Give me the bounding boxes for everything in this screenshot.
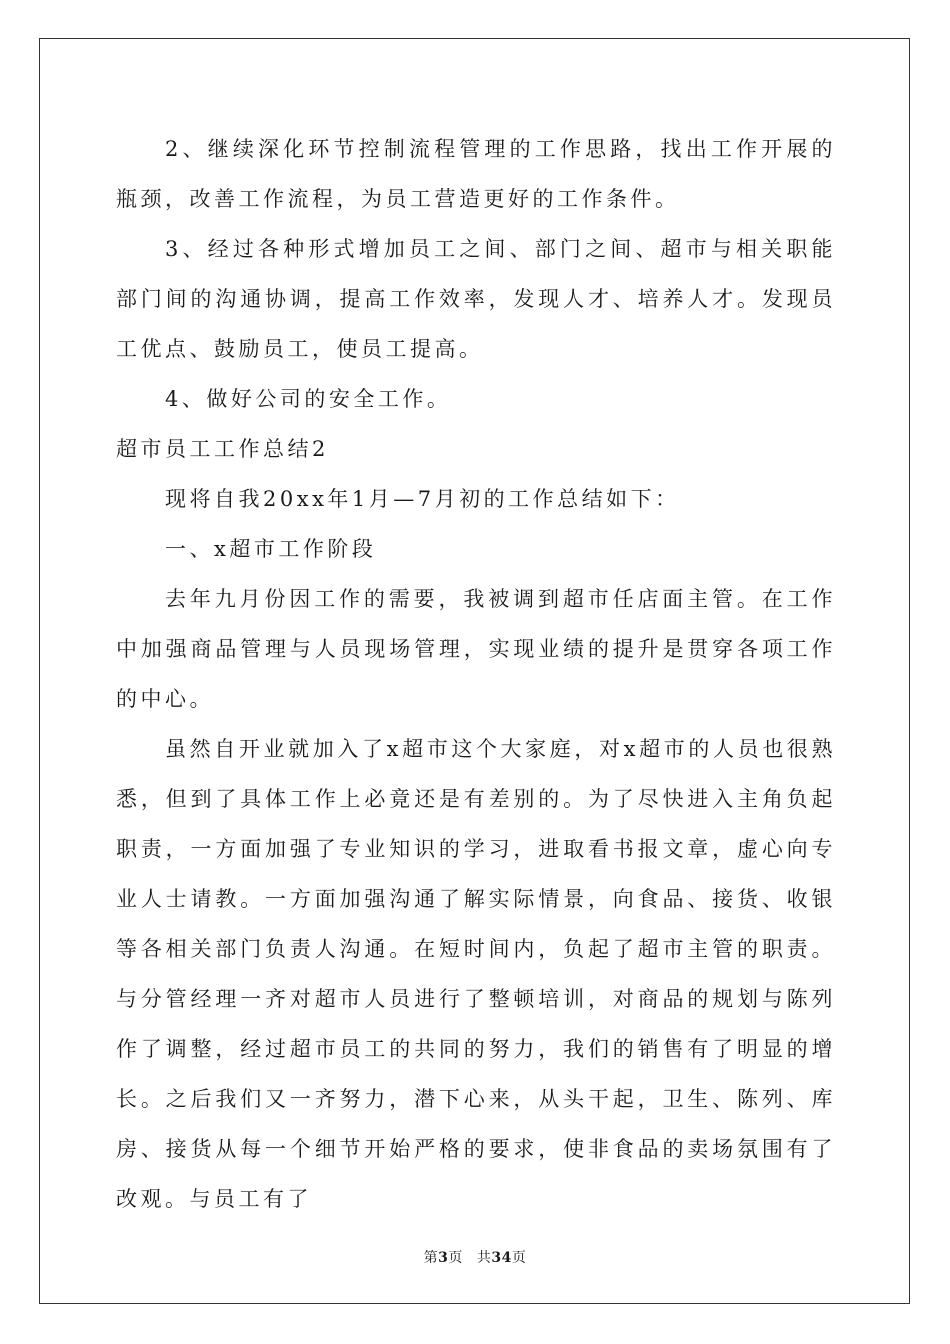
paragraph-item-2: 2、继续深化环节控制流程管理的工作思路，找出工作开展的瓶颈，改善工作流程，为员工营造更好的工作条件。: [116, 137, 836, 211]
document-body: [116, 124, 836, 1224]
paragraph-item-4: 4、做好公司的安全工作。: [165, 387, 452, 411]
footer-total-prefix: 共: [476, 1250, 492, 1266]
paragraph-body-2: 虽然自开业就加入了x超市这个大家庭，对x超市的人员也很熟悉，但到了具体工作上必竟还是有差别的。为了尽快进入主角负起职责，一方面加强了专业知识的学习，进取看书报文章，虚心向专业人士请教。一方面加强沟通了解实际情景，向食品、接货、收银等各相关部门负责人沟通。在短时间内，负起了超市主管的职责。与分管经理一齐对超市人员进行了整顿培训，对商品的规划与陈列作了调整，经过超市员工的共同的努力，我们的销售有了明显的增长。之后我们又一齐努力，潜下心来，从头干起，卫生、陈列、库房、接货从每一个细节开始严格的要求，使非食品的卖场氛围有了改观。与员工有了: [116, 737, 836, 1211]
paragraph-item-3: 3、经过各种形式增加员工之间、部门之间、超市与相关职能部门间的沟通协调，提高工作效率，发现人才、培养人才。发现员工优点、鼓励员工，使员工提高。: [116, 237, 836, 361]
footer-total-suffix: 页: [511, 1250, 527, 1266]
paragraph-intro: 现将自我20xx年1月—7月初的工作总结如下：: [165, 487, 680, 511]
footer-total-pages: 34: [491, 1250, 512, 1266]
paragraph-body-1: 去年九月份因工作的需要，我被调到超市任店面主管。在工作中加强商品管理与人员现场管理，实现业绩的提升是贯穿各项工作的中心。: [116, 587, 836, 711]
page-footer: [0, 1247, 950, 1267]
paragraph-subheading: 一、x超市工作阶段: [165, 537, 377, 561]
footer-page-prefix: 第: [423, 1250, 439, 1266]
footer-current-page: 3: [438, 1250, 449, 1266]
section-heading: 超市员工工作总结2: [116, 437, 329, 461]
footer-page-suffix: 页: [448, 1250, 463, 1266]
